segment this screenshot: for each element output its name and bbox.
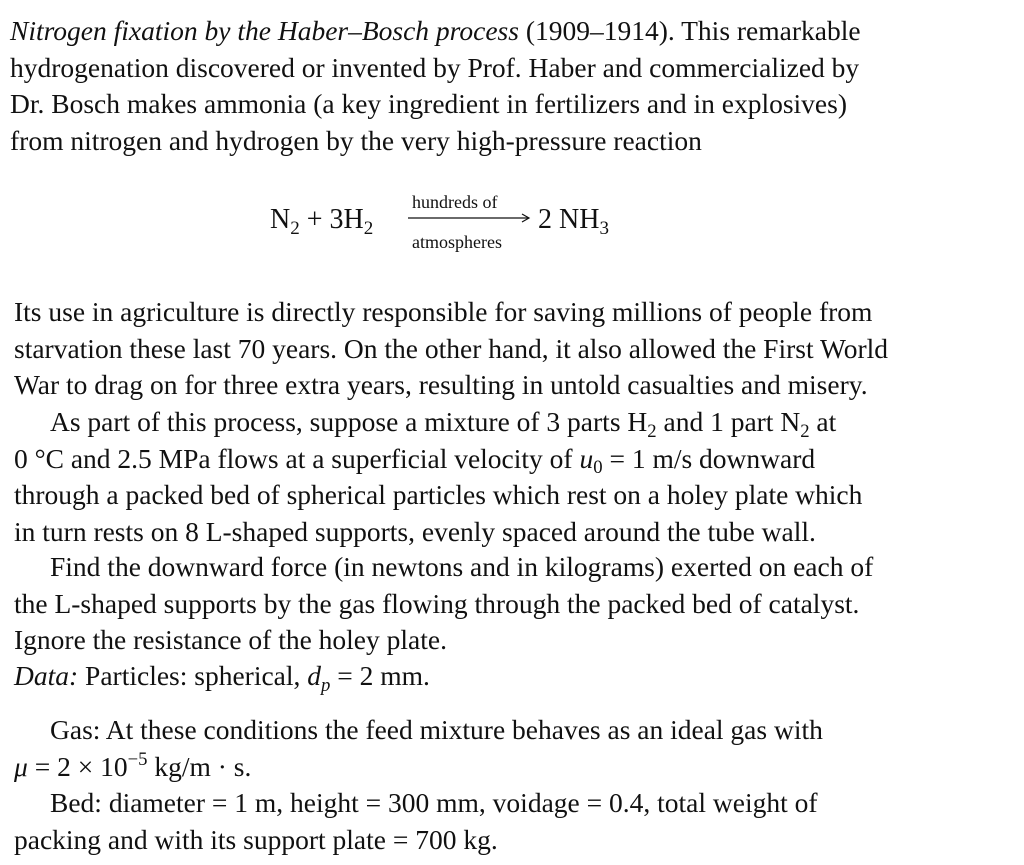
data-line	[14, 658, 950, 695]
para3-l1b: and 1 part N	[656, 406, 801, 437]
para2-line-3: War to drag on for three extra years, resulting in untold casualties and misery.	[14, 369, 868, 400]
gas-l2b: kg/m · s.	[147, 750, 252, 782]
exponent: −5	[127, 749, 148, 771]
para3-line-3: through a packed bed of spherical particles which rest on a holey plate which	[14, 479, 863, 510]
equation-reactants	[270, 204, 374, 240]
intro-dates: (1909–1914). This remarkable	[518, 15, 861, 46]
para2-line-2: starvation these last 70 years. On the other hand, it also allowed the First World	[14, 332, 889, 364]
para3-l1c: at	[809, 406, 837, 437]
reaction-arrow-icon	[408, 212, 534, 224]
intro-line-2: hydrogenation discovered or invented by Prof. Haber and commercialized by	[10, 51, 860, 83]
h2-subscript: 2	[363, 218, 374, 240]
h2-sub: 2	[647, 420, 657, 442]
bed-line-2: packing and with its support plate = 700 kg.	[14, 823, 498, 855]
reaction-arrow-group	[408, 190, 534, 256]
gas-line-2	[14, 749, 950, 786]
equation-product	[538, 204, 609, 240]
agriculture-paragraph	[14, 294, 950, 404]
bed-paragraph	[14, 785, 950, 858]
para3-line-1	[14, 404, 950, 441]
n2-symbol: N	[270, 204, 291, 235]
para3-l1a: As part of this process, suppose a mixture of 3 parts H	[50, 406, 648, 437]
intro-paragraph	[10, 13, 950, 159]
data-text: Particles: spherical,	[78, 660, 308, 691]
para4-line-2: the L-shaped supports by the gas flowing through the packed bed of catalyst.	[14, 587, 860, 619]
n2-subscript: 2	[290, 218, 300, 240]
gas-paragraph	[14, 712, 950, 785]
velocity-sub: 0	[593, 457, 603, 479]
process-paragraph	[14, 404, 950, 550]
data-rest: = 2 mm.	[330, 660, 430, 691]
gas-line-1: Gas: At these conditions the feed mixture behaves as an ideal gas with	[50, 714, 823, 745]
gas-l2a: = 2 × 10	[27, 750, 128, 782]
para3-line-2	[14, 441, 950, 478]
arrow-condition-below: atmospheres	[412, 232, 502, 252]
arrow-condition-above: hundreds of	[412, 192, 498, 212]
para2-line-1: Its use in agriculture is directly responsible for saving millions of people from	[14, 296, 873, 327]
intro-title: Nitrogen fixation by the Haber–Bosch process	[10, 15, 519, 46]
nh3-symbol: 2 NH	[538, 204, 600, 235]
n2-sub: 2	[800, 420, 810, 442]
para4-line-1: Find the downward force (in newtons and in kilograms) exerted on each of	[50, 551, 874, 582]
viscosity-symbol: μ	[14, 750, 28, 782]
plus-3h2: + 3H	[299, 204, 364, 235]
bed-line-1: Bed: diameter = 1 m, height = 300 mm, voidage = 0.4, total weight of	[50, 787, 818, 818]
para3-line-4: in turn rests on 8 L-shaped supports, evenly spaced around the tube wall.	[14, 515, 816, 547]
diameter-var: d	[307, 660, 322, 691]
question-paragraph	[14, 549, 950, 659]
intro-line-4: from nitrogen and hydrogen by the very high-pressure reaction	[10, 124, 702, 156]
para3-l2a: 0 °C and 2.5 MPa flows at a superficial velocity of	[14, 442, 580, 474]
intro-line-1	[10, 13, 950, 50]
intro-line-3: Dr. Bosch makes ammonia (a key ingredient in fertilizers and in explosives)	[10, 88, 847, 119]
para4-line-3: Ignore the resistance of the holey plate.	[14, 624, 447, 655]
velocity-var: u	[579, 442, 594, 474]
nh3-subscript: 3	[599, 218, 609, 240]
data-label: Data:	[14, 660, 79, 691]
para3-l2b: = 1 m/s downward	[602, 442, 816, 474]
data-paragraph	[14, 658, 950, 695]
diameter-sub: p	[321, 674, 331, 696]
